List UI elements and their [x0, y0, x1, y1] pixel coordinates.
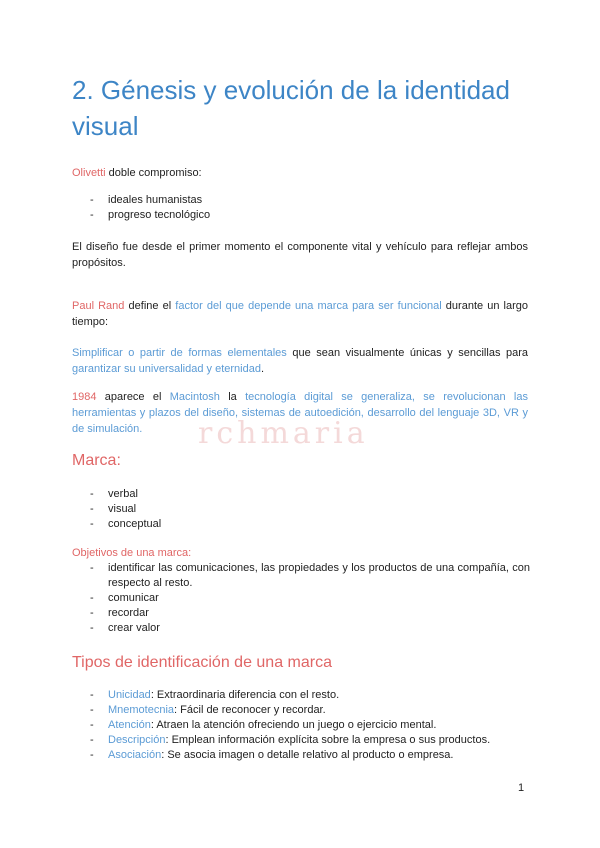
tipo-term: Unicidad	[108, 689, 151, 701]
1984-text-2: la	[219, 391, 246, 403]
list-item	[90, 703, 530, 718]
paul-rand-end: durante un largo tiempo:	[72, 300, 529, 328]
watermark: rchmaria	[198, 416, 369, 451]
paul-rand-name: Paul Rand	[72, 300, 125, 312]
tipo-desc: : Fácil de reconocer y recordar.	[174, 704, 326, 716]
list-item: - ideales humanistas	[90, 193, 530, 208]
tipo-desc: : Atraen la atención ofreciendo un juego o ejercicio mental.	[150, 719, 437, 731]
list-item: - crear valor	[90, 621, 530, 636]
list-item	[90, 733, 530, 748]
tipo-term: Mnemotecnia	[108, 704, 175, 716]
list-item: - conceptual	[90, 517, 530, 532]
1984-text: aparece el	[96, 391, 170, 403]
tipos-list	[90, 688, 530, 763]
list-item: - identificar las comunicaciones, las propiedades y los productos de una compañía, con respecto al resto.	[90, 561, 530, 591]
marca-heading: Marca:	[72, 452, 121, 469]
simplify-text: que sean visualmente únicas y sencillas para	[286, 347, 528, 359]
list-item: - recordar	[90, 606, 530, 621]
list-item: - comunicar	[90, 591, 530, 606]
objetivos-list	[90, 561, 530, 636]
digital-highlight: tecnología digital se generaliza, se revolucionan las herramientas y plazos del diseño, sistemas de autoedición, desarrollo del lenguaje 3D, VR y de simulación.	[72, 391, 528, 435]
paul-rand-text: define el	[124, 300, 176, 312]
simplify-end: .	[260, 363, 265, 375]
olivetti-name: Olivetti	[72, 167, 106, 179]
olivetti-list	[90, 193, 530, 223]
objetivos-heading: Objetivos de una marca:	[72, 547, 192, 559]
paul-rand-highlight: factor del que depende una marca para ser funcional	[175, 300, 442, 312]
macintosh-link: Macintosh	[169, 391, 220, 403]
tipos-heading: Tipos de identificación de una marca	[72, 654, 332, 671]
list-item	[90, 748, 530, 763]
page-number: 1	[518, 782, 525, 794]
list-item	[90, 688, 530, 703]
tipo-term: Atención	[108, 719, 151, 731]
page-title: 2. Génesis y evolución de la identidad visual	[72, 75, 510, 141]
tipo-desc: : Extraordinaria diferencia con el resto.	[150, 689, 340, 701]
simplify-highlight: Simplificar o partir de formas elementales	[72, 347, 287, 359]
year-1984: 1984	[72, 391, 97, 403]
list-item: - verbal	[90, 487, 530, 502]
paul-rand-paragraph	[72, 298, 528, 330]
tipo-term: Descripción	[108, 734, 166, 746]
marca-list	[90, 487, 530, 532]
list-item	[90, 718, 530, 733]
tipo-term: Asociación	[108, 749, 162, 761]
olivetti-paragraph	[72, 165, 528, 181]
olivetti-text: doble compromiso:	[105, 167, 202, 179]
tipo-desc: : Se asocia imagen o detalle relativo al producto o empresa.	[161, 749, 454, 761]
list-item: - visual	[90, 502, 530, 517]
simplify-highlight-2: garantizar su universalidad y eternidad	[72, 363, 261, 375]
list-item: - progreso tecnológico	[90, 208, 530, 223]
simplify-paragraph	[72, 345, 528, 377]
design-paragraph: El diseño fue desde el primer momento el componente vital y vehículo para reflejar ambos propósitos.	[72, 241, 528, 269]
tipo-desc: : Emplean información explícita sobre la empresa o sus productos.	[165, 734, 491, 746]
